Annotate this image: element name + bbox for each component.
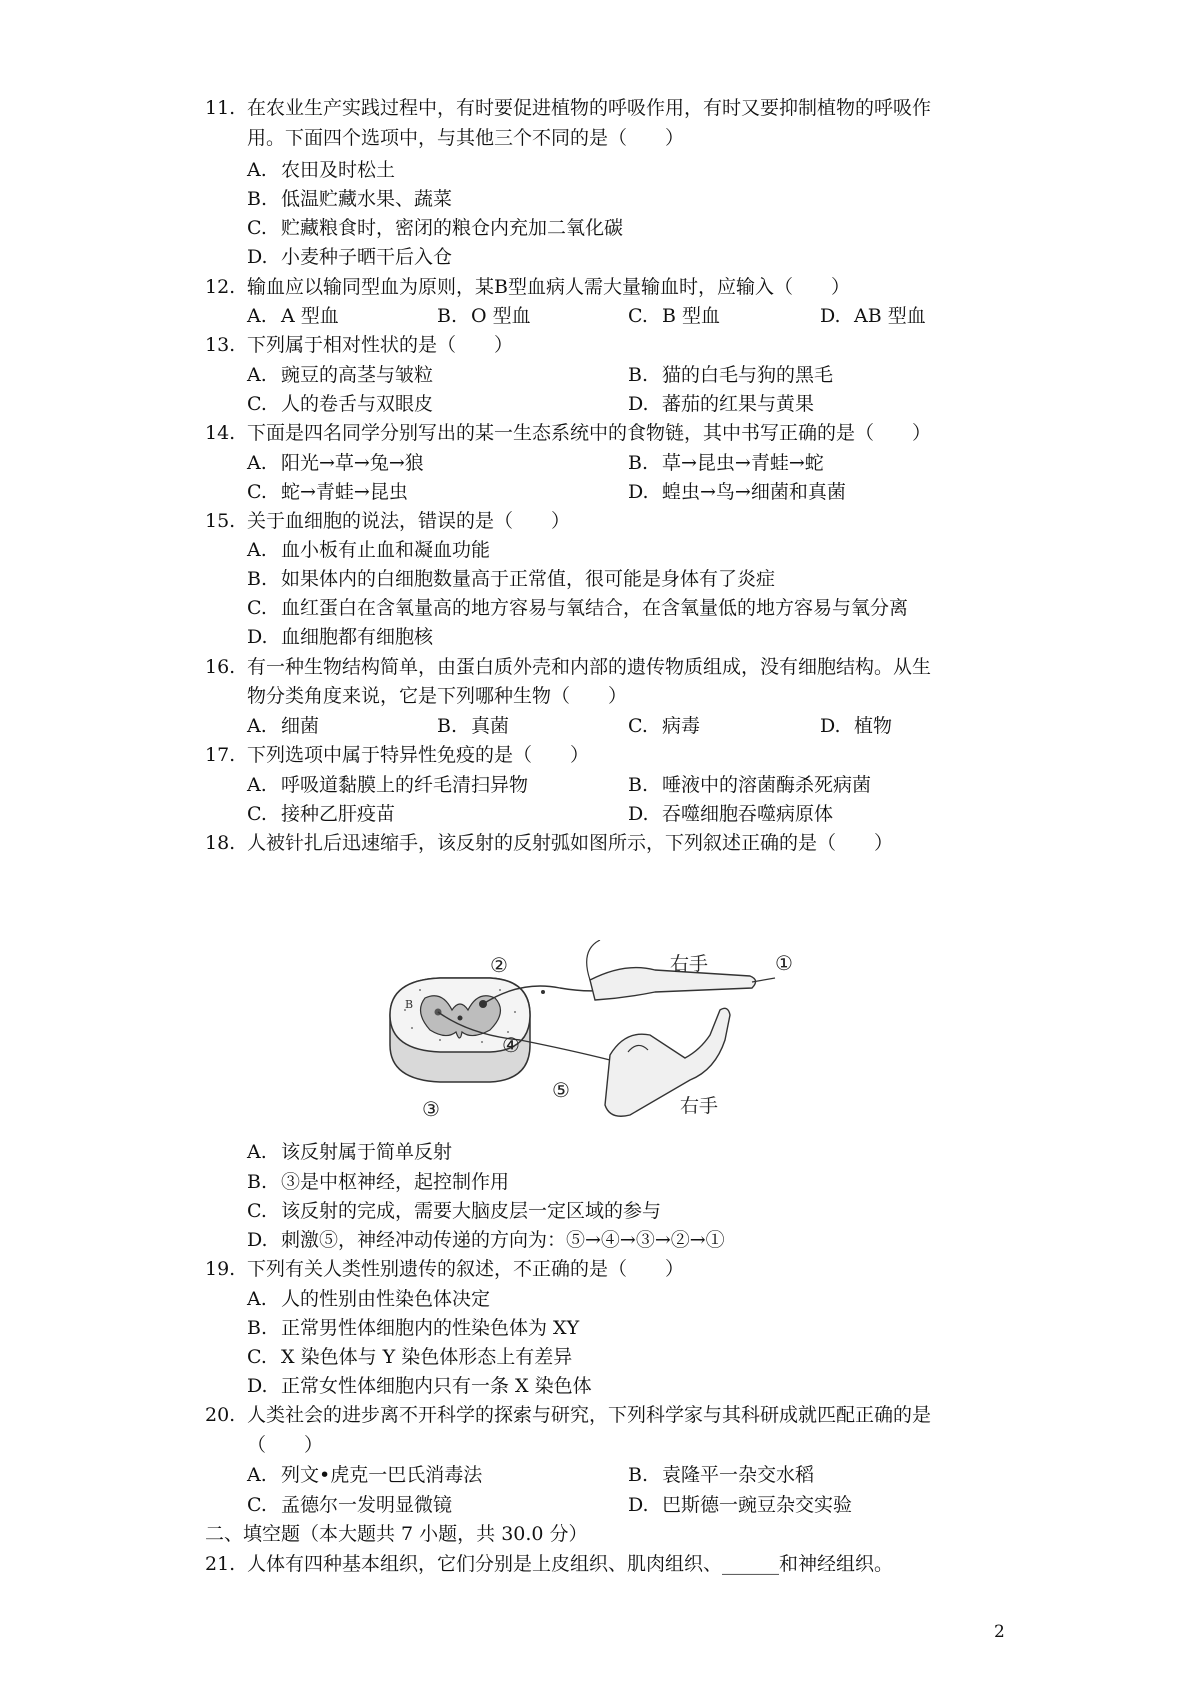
q18-option-d: D. 刺激⑤，神经冲动传递的方向为：⑤→④→③→②→① (247, 1229, 725, 1251)
q15-text: 关于血细胞的说法，错误的是（ ） (247, 510, 571, 532)
q18-option-c: C. 该反射的完成，需要大脑皮层一定区域的参与 (247, 1200, 662, 1222)
q17-text: 下列选项中属于特异性免疫的是（ ） (247, 744, 590, 766)
q15-option-d: D. 血细胞都有细胞核 (247, 626, 434, 648)
q18-option-a: A. 该反射属于简单反射 (247, 1141, 453, 1163)
q16-option-d: D. 植物 (820, 715, 893, 737)
q20-option-c: C. 孟德尔一发明显微镜 (247, 1494, 453, 1516)
q13-number: 13. (205, 334, 236, 356)
q19-text: 下列有关人类性别遗传的叙述，不正确的是（ ） (247, 1258, 685, 1280)
q11-text-line1: 在农业生产实践过程中，有时要促进植物的呼吸作用，有时又要抑制植物的呼吸作 (247, 97, 932, 119)
svg-text:④: ④ (502, 1033, 520, 1057)
q11-option-d: D. 小麦种子晒干后入仓 (247, 246, 453, 268)
marker-circle-2 (490, 953, 508, 977)
q16-option-b: B. 真菌 (437, 715, 510, 737)
q19-option-a: A. 人的性别由性染色体决定 (247, 1288, 491, 1310)
q17-option-b: B. 唾液中的溶菌酶杀死病菌 (628, 774, 872, 796)
marker-circle-3 (422, 1097, 440, 1121)
reflex-arc-diagram (380, 940, 830, 1125)
marker-circle-1 (775, 951, 793, 975)
q19-option-c: C. X 染色体与 Y 染色体形态上有差异 (247, 1346, 573, 1368)
svg-text:②: ② (490, 953, 508, 977)
q15-number: 15. (205, 510, 236, 532)
q18-text: 人被针扎后迅速缩手，该反射的反射弧如图所示，下列叙述正确的是（ ） (247, 832, 894, 854)
upper-arm-shoulder-line (587, 940, 600, 980)
q14-option-a: A. 阳光→草→兔→狼 (247, 452, 424, 474)
q20-option-a: A. 列文•虎克一巴氏消毒法 (247, 1464, 483, 1486)
q13-option-c: C. 人的卷舌与双眼皮 (247, 393, 434, 415)
q19-option-d: D. 正常女性体细胞内只有一条 X 染色体 (247, 1375, 592, 1397)
q17-number: 17. (205, 744, 236, 766)
q12-number: 12. (205, 276, 236, 298)
q19-option-b: B. 正常男性体细胞内的性染色体为 XY (247, 1317, 580, 1339)
q12-option-c: C. B 型血 (628, 305, 721, 327)
label-right-hand-top: 右手 (670, 953, 709, 975)
q14-text: 下面是四名同学分别写出的某一生态系统中的食物链，其中书写正确的是（ ） (247, 422, 932, 444)
q14-option-c: C. 蛇→青蛙→昆虫 (247, 481, 408, 503)
q12-option-a: A. A 型血 (247, 305, 339, 327)
q18-number: 18. (205, 832, 236, 854)
q11-number: 11. (205, 97, 236, 119)
q11-option-a: A. 农田及时松土 (247, 159, 396, 181)
q13-option-a: A. 豌豆的高茎与皱粒 (247, 364, 434, 386)
q14-number: 14. (205, 422, 236, 444)
svg-text:①: ① (775, 951, 793, 975)
q20-text-line2: （ ） (247, 1434, 324, 1456)
q11-option-b: B. 低温贮藏水果、蔬菜 (247, 188, 453, 210)
q13-option-b: B. 猫的白毛与狗的黑毛 (628, 364, 834, 386)
q21-text: 人体有四种基本组织，它们分别是上皮组织、肌肉组织、______和神经组织。 (247, 1553, 894, 1575)
q17-option-a: A. 呼吸道黏膜上的纤毛清扫异物 (247, 774, 529, 796)
page-number: 2 (994, 1622, 1005, 1642)
q16-text-line1: 有一种生物结构简单，由蛋白质外壳和内部的遗传物质组成，没有细胞结构。从生 (247, 656, 932, 678)
q16-number: 16. (205, 656, 236, 678)
marker-circle-4 (502, 1033, 520, 1057)
q13-text: 下列属于相对性状的是（ ） (247, 334, 514, 356)
q11-text-line2: 用。下面四个选项中，与其他三个不同的是（ ） (247, 127, 685, 149)
q12-option-d: D. AB 型血 (820, 305, 926, 327)
q15-option-c: C. 血红蛋白在含氧量高的地方容易与氧结合，在含氧量低的地方容易与氧分离 (247, 597, 909, 619)
q20-number: 20. (205, 1404, 236, 1426)
svg-text:③: ③ (422, 1097, 440, 1121)
q20-option-b: B. 袁隆平一杂交水稻 (628, 1464, 815, 1486)
q14-option-d: D. 蝗虫→鸟→细菌和真菌 (628, 481, 846, 503)
q20-text-line1: 人类社会的进步离不开科学的探索与研究，下列科学家与其科研成就匹配正确的是 (247, 1404, 932, 1426)
label-right-hand-bottom: 右手 (680, 1095, 719, 1117)
q13-option-d: D. 蕃茄的红果与黄果 (628, 393, 815, 415)
q16-text-line2: 物分类角度来说，它是下列哪种生物（ ） (247, 685, 628, 707)
q16-option-a: A. 细菌 (247, 715, 320, 737)
section-2-title: 二、填空题（本大题共 7 小题，共 30.0 分） (205, 1523, 588, 1545)
q19-number: 19. (205, 1258, 236, 1280)
q17-option-c: C. 接种乙肝疫苗 (247, 803, 396, 825)
q12-option-b: B. O 型血 (437, 305, 531, 327)
q18-option-b: B. ③是中枢神经，起控制作用 (247, 1171, 510, 1193)
reflex-arc-figure (380, 940, 830, 1125)
marker-b: B (405, 998, 414, 1011)
svg-text:⑤: ⑤ (552, 1078, 570, 1102)
ganglion-dot (541, 990, 545, 994)
marker-circle-5 (552, 1078, 570, 1102)
q15-option-a: A. 血小板有止血和凝血功能 (247, 539, 491, 561)
spinal-cord-illustration (390, 978, 530, 1082)
q16-option-c: C. 病毒 (628, 715, 701, 737)
q15-option-b: B. 如果体内的白细胞数量高于正常值，很可能是身体有了炎症 (247, 568, 776, 590)
q21-number: 21. (205, 1553, 236, 1575)
q12-text: 输血应以输同型血为原则，某B型血病人需大量输血时，应输入（ ） (247, 276, 850, 298)
q11-option-c: C. 贮藏粮食时，密闭的粮仓内充加二氧化碳 (247, 217, 624, 239)
q17-option-d: D. 吞噬细胞吞噬病原体 (628, 803, 834, 825)
q20-option-d: D. 巴斯德一豌豆杂交实验 (628, 1494, 853, 1516)
q14-option-b: B. 草→昆虫→青蛙→蛇 (628, 452, 824, 474)
